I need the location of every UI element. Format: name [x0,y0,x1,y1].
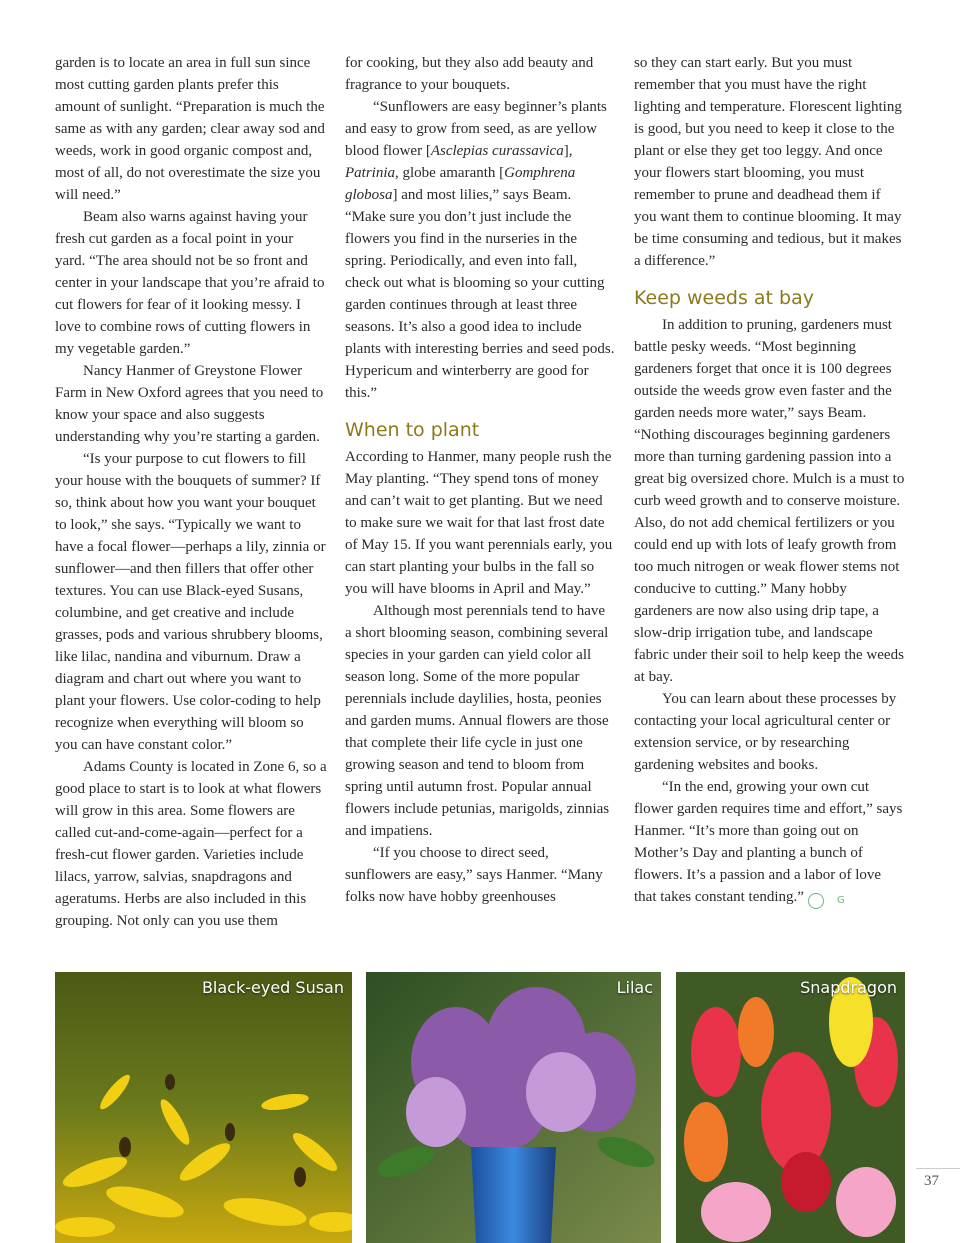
paragraph: Although most perennials tend to have a short blooming season, combining several species in your garden can yield color all season long. Some of the more popular perennials include daylilies, hosta, peonies and garden mums. Annual flowers are those that complete their life cycle in just one growing season and tend to bloom from spring until autumn frost. Popular annual flowers include petunias, marigolds, zinnias and impatiens. [345,603,610,839]
paragraph: “Is your purpose to cut flowers to fill your house with the bouquets of summer? If so, think about how you want your bouquet to look,” she says. “Typically we want to have a focal flower—perhaps a lily, zinnia or sunflower—and then fillers that offer other textures. You can use Black-eyed Susans, columbine, and get creative and include grasses, pods and various shrubbery blooms, like lilac, nandina and viburnum. Draw a diagram and chart out where you want to plant your flowers. Use color-coding to help recognize when everything will bloom so you can have constant color.” [55,451,326,753]
paragraph [345,96,615,404]
paragraph: According to Hanmer, many people rush the May planting. “They spend tons of money and can’t wait to get planting. But we need to make sure we wait for that last frost date of May 15. If you want perennials early, you can start planting your bulbs in the fall so you will have blooms in April and May.” [345,449,613,597]
paragraph: Adams County is located in Zone 6, so a good place to start is to look at what flowers will grow in this area. Some flowers are called cut-and-come-again—perfect for a fresh-cut flower garden. Varieties include lilacs, yarrow, salvias, snapdragons and ageratums. Herbs are also included in this grouping. Not only can you use them [55,759,327,929]
photo-caption: Lilac [616,978,653,997]
text-run: , globe amaranth [ [395,165,505,181]
paragraph: so they can start early. But you must remember that you must have the right lighting and temperature. Florescent lighting is good, but you need to keep it close to the plant or else they get too leggy. And once your flowers start blooming, you must remember to prune and deadhead them if you want them to continue blooming. It may be time consuming and tedious, but it makes a difference.” [634,55,902,269]
end-mark-icon: G [808,893,824,909]
section-heading-keep-weeds-at-bay: Keep weeds at bay [634,287,814,309]
paragraph: “If you choose to direct seed, sunflowers are easy,” says Hanmer. “Many folks now have hobby greenhouses [345,845,603,905]
snapdragon-photo [676,972,905,1243]
paragraph [634,776,906,909]
snapdragon-image [676,972,905,1243]
paragraph: In addition to pruning, gardeners must battle pesky weeds. “Most beginning gardeners forget that once it is 100 degrees outside the weeds grow even faster and the garden needs more water,” says Beam. “Nothing discourages beginning gardeners more than turning gardening passion into a great big oversized chore. Mulch is a must to curb weed growth and to conserve moisture. Also, do not add chemical fertilizers or you could end up with lots of leafy growth from too much nitrogen or weak flower stems not conducive to cutting.” Many hobby gardeners are now also using drip tape, a slow-drip irrigation tube, and landscape fabric under their soil to help keep the weeds at bay. [634,317,905,685]
paragraph: garden is to locate an area in full sun since most cutting garden plants prefer this amount of sunlight. “Preparation is much the same as with any garden; clear away sod and weeds, work in good organic compost and, most of all, do not overestimate the size you will need.” [55,55,325,203]
text-run: “In the end, growing your own cut flower garden requires time and effort,” says Hanmer. “It’s more than going out on Mother’s Day and planting a bunch of flowers. It’s a passion and a labor of love that takes constant tending.” [634,779,903,905]
paragraph: You can learn about these processes by contacting your local agricultural center or extension service, or by researching gardening websites and books. [634,691,897,773]
paragraph: for cooking, but they also add beauty and fragrance to your bouquets. [345,55,594,93]
italic-run: Asclepias curassavica [430,143,564,159]
black-eyed-susan-image [55,972,352,1243]
italic-run: Gomphrena globosa [345,165,576,203]
text-run: ], [563,143,573,159]
black-eyed-susan-photo [55,972,352,1243]
photo-caption: Snapdragon [800,978,897,997]
page-number-rule [916,1168,960,1169]
lilac-image [366,972,661,1243]
photo-caption: Black-eyed Susan [201,978,344,997]
paragraph: Nancy Hanmer of Greystone Flower Farm in New Oxford agrees that you need to know your space and also suggests understanding why you’re starting a garden. [55,363,324,445]
italic-run: Patrinia [345,165,396,181]
article-column-2 [345,52,615,908]
article-column-1 [55,52,327,932]
text-run: ] and most lilies,” says Beam. “Make sure you don’t just include the flowers you find in the nurseries in the spring. Periodically, and even into fall, check out what is blooming so your cutting garden continues through at least three seasons. It’s also a good idea to include plants with interesting berries and seed pods. Hypericum and winterberry are good for this.” [345,187,615,401]
page-number: 37 [924,1173,939,1189]
lilac-photo [366,972,661,1243]
text-run: “Sunflowers are easy beginner’s plants and easy to grow from seed, as are yellow blood flower [ [345,99,607,159]
section-heading-when-to-plant: When to plant [345,419,480,441]
article-column-3 [634,52,906,909]
paragraph: Beam also warns against having your fresh cut garden as a focal point in your yard. “The area should not be so front and center in your landscape that you’re afraid to cut flowers for fear of it looking messy. I love to combine rows of cutting flowers in my vegetable garden.” [55,209,325,357]
